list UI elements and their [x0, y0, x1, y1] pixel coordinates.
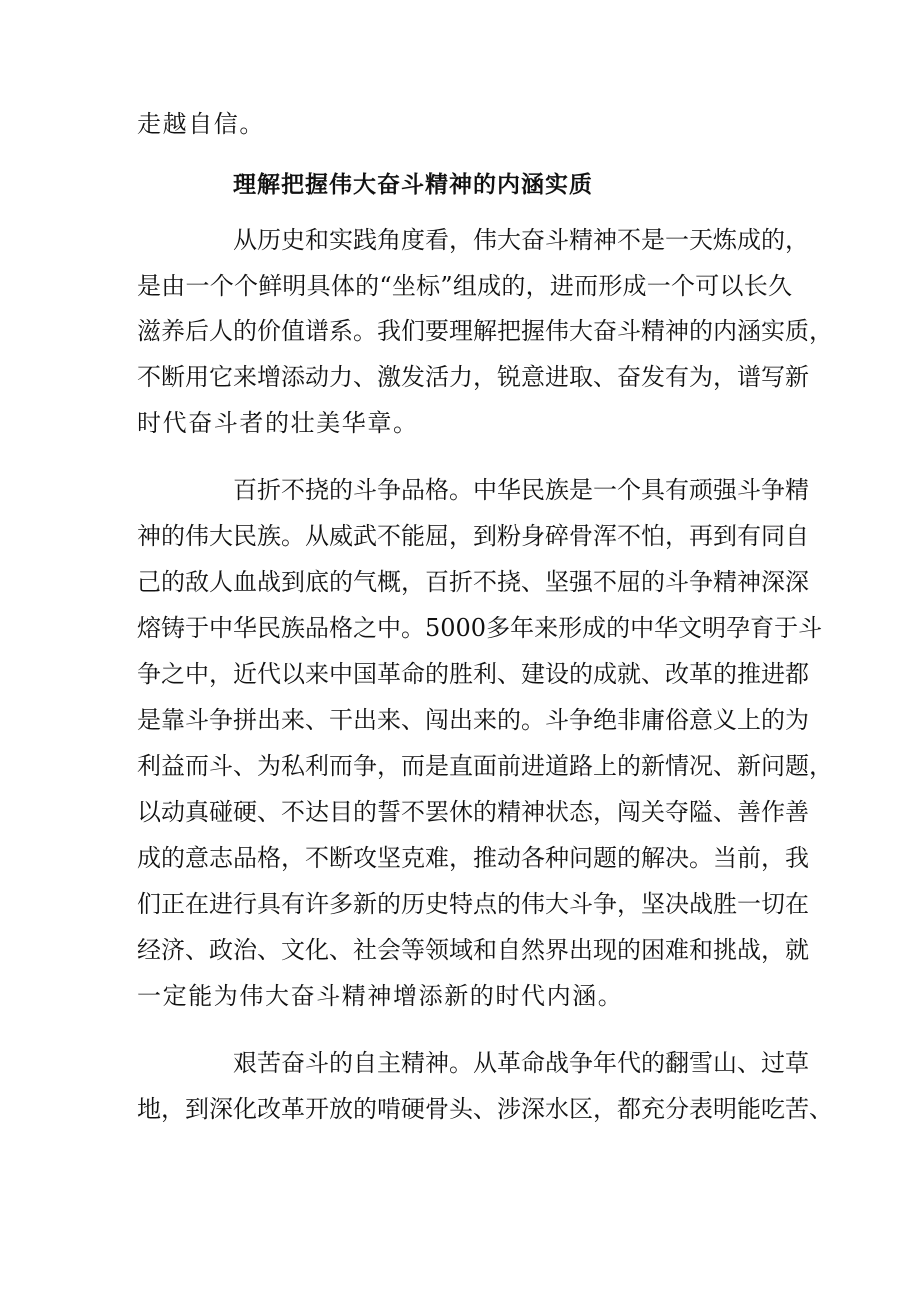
- paragraph-line: 百折不挠的斗争品格。中华民族是一个具有顽强斗争精: [233, 476, 809, 504]
- paragraph-line: 艰苦奋斗的自主精神。从革命战争年代的翻雪山、过草: [233, 1049, 809, 1077]
- paragraph-line: 从历史和实践角度看，伟大奋斗精神不是一天炼成的，: [233, 226, 809, 254]
- paragraph-line: 神的伟大民族。从威武不能屈，到粉身碎骨浑不怕，再到有同自: [137, 522, 809, 550]
- paragraph-line: 一定能为伟大奋斗精神增添新的时代内涵。: [137, 982, 624, 1010]
- paragraph-line: 成的意志品格，不断攻坚克难，推动各种问题的解决。当前，我: [137, 844, 809, 872]
- paragraph-line: 是由一个个鲜明具体的“坐标”组成的，进而形成一个可以长久: [137, 272, 792, 300]
- continued-line: 走越自信。: [137, 110, 265, 138]
- section-heading: 理解把握伟大奋斗精神的内涵实质: [233, 172, 593, 198]
- paragraph-line: 滋养后人的价值谱系。我们要理解把握伟大奋斗精神的内涵实质，: [137, 317, 833, 345]
- paragraph-line: 时代奋斗者的壮美华章。: [137, 409, 419, 437]
- paragraph-line: 经济、政治、文化、社会等领域和自然界出现的困难和挑战，就: [137, 936, 809, 964]
- paragraph-line: 利益而斗、为私利而争，而是直面前进道路上的新情况、新问题，: [137, 752, 833, 780]
- paragraph-line: 是靠斗争拼出来、干出来、闯出来的。斗争绝非庸俗意义上的为: [137, 706, 809, 734]
- paragraph-line: 不断用它来增添动力、激发活力，锐意进取、奋发有为，谱写新: [137, 363, 809, 391]
- paragraph-line: 地，到深化改革开放的啃硬骨头、涉深水区，都充分表明能吃苦、: [137, 1095, 833, 1123]
- paragraph-line: 争之中，近代以来中国革命的胜利、建设的成就、改革的推进都: [137, 660, 809, 688]
- paragraph-line: 以动真碰硬、不达目的誓不罢休的精神状态，闯关夺隘、善作善: [137, 798, 809, 826]
- paragraph-line: 己的敌人血战到底的气概，百折不挠、坚强不屈的斗争精神深深: [137, 568, 809, 596]
- paragraph-line: 们正在进行具有许多新的历史特点的伟大斗争，坚决战胜一切在: [137, 890, 809, 918]
- paragraph-line: 熔铸于中华民族品格之中。5000多年来形成的中华文明孕育于斗: [137, 614, 823, 642]
